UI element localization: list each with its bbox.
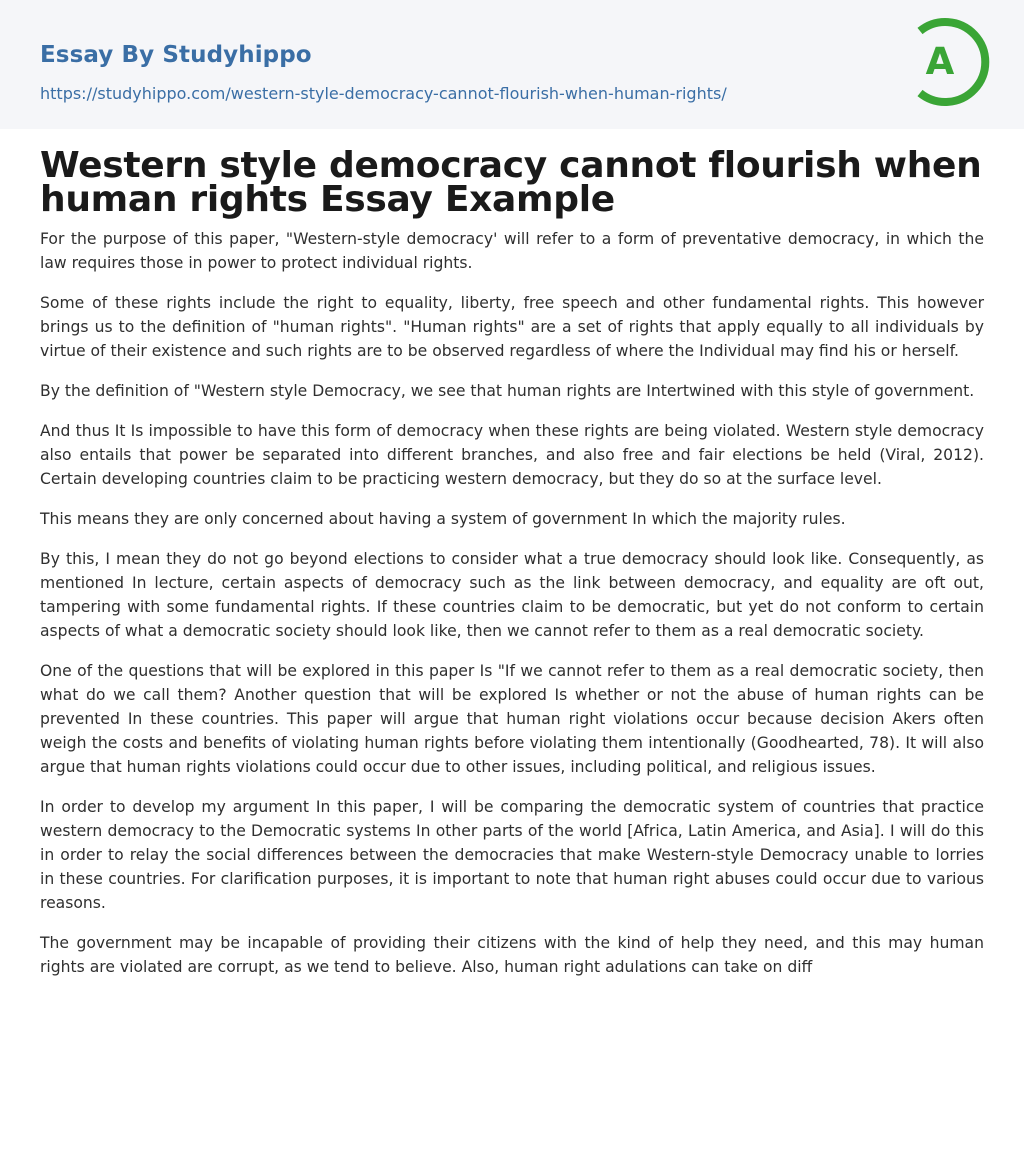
article-url-link[interactable]: https://studyhippo.com/western-style-democracy-cannot-flourish-when-human-rights/ [40,84,727,103]
paragraph: For the purpose of this paper, "Western-style democracy' will refer to a form of preventative democracy, in which the law requires those in power to protect individual rights. [40,230,984,272]
paragraph: By the definition of "Western style Democracy, we see that human rights are Intertwined with this style of government. [40,382,975,400]
studyhippo-logo-icon[interactable] [905,17,991,107]
paragraph: By this, I mean they do not go beyond elections to consider what a true democracy should look like. Consequently, as mentioned In lecture, certain aspects of democracy such as the link between democracy, and equality are oft out, tampering with some fundamental rights. If these countries claim to be democratic, but yet do not conform to certain aspects of what a democratic society should look like, then we cannot refer to them as a real democratic society. [40,550,984,640]
paragraph: One of the questions that will be explored in this paper Is "If we cannot refer to them as a real democratic society, then what do we call them? Another question that will be explored Is whether or not the abuse of human rights can be prevented In these countries. This paper will argue that human right violations occur because decision Akers often weigh the costs and benefits of violating human rights before violating them intentionally (Goodhearted, 78). It will also argue that human rights violations could occur due to other issues, including political, and religious issues. [40,662,984,776]
article-title: Western style democracy cannot flourish when human rights Essay Example [40,145,982,220]
paragraph: And thus It Is impossible to have this form of democracy when these rights are being violated. Western style democracy also entails that power be separated into different branches, and also free and fair elections be held (Viral, 2012). Certain developing countries claim to be practicing western democracy, but they do so at the surface level. [40,422,984,488]
paragraph: In order to develop my argument In this paper, I will be comparing the democratic system of countries that practice western democracy to the Democratic systems In other parts of the world [Africa, Latin America, and Asia]. I will do this in order to relay the social differences between the democracies that make Western-style Democracy unable to lorries in these countries. For clarification purposes, it is important to note that human right abuses could occur due to various reasons. [40,798,984,912]
paragraph: This means they are only concerned about having a system of government In which the majority rules. [40,510,846,528]
page-header [0,0,1024,129]
paragraph: The government may be incapable of providing their citizens with the kind of help they need, and this may human rights are violated are corrupt, as we tend to believe. Also, human right adulations can take on diff [40,934,984,976]
paragraph: Some of these rights include the right to equality, liberty, free speech and other fundamental rights. This however brings us to the definition of "human rights". "Human rights" are a set of rights that apply equally to all individuals by virtue of their existence and such rights are to be observed regardless of where the Individual may find his or herself. [40,294,984,360]
article-body [0,145,1024,979]
site-name[interactable]: Essay By Studyhippo [40,42,312,68]
logo-letter: A [925,40,955,83]
